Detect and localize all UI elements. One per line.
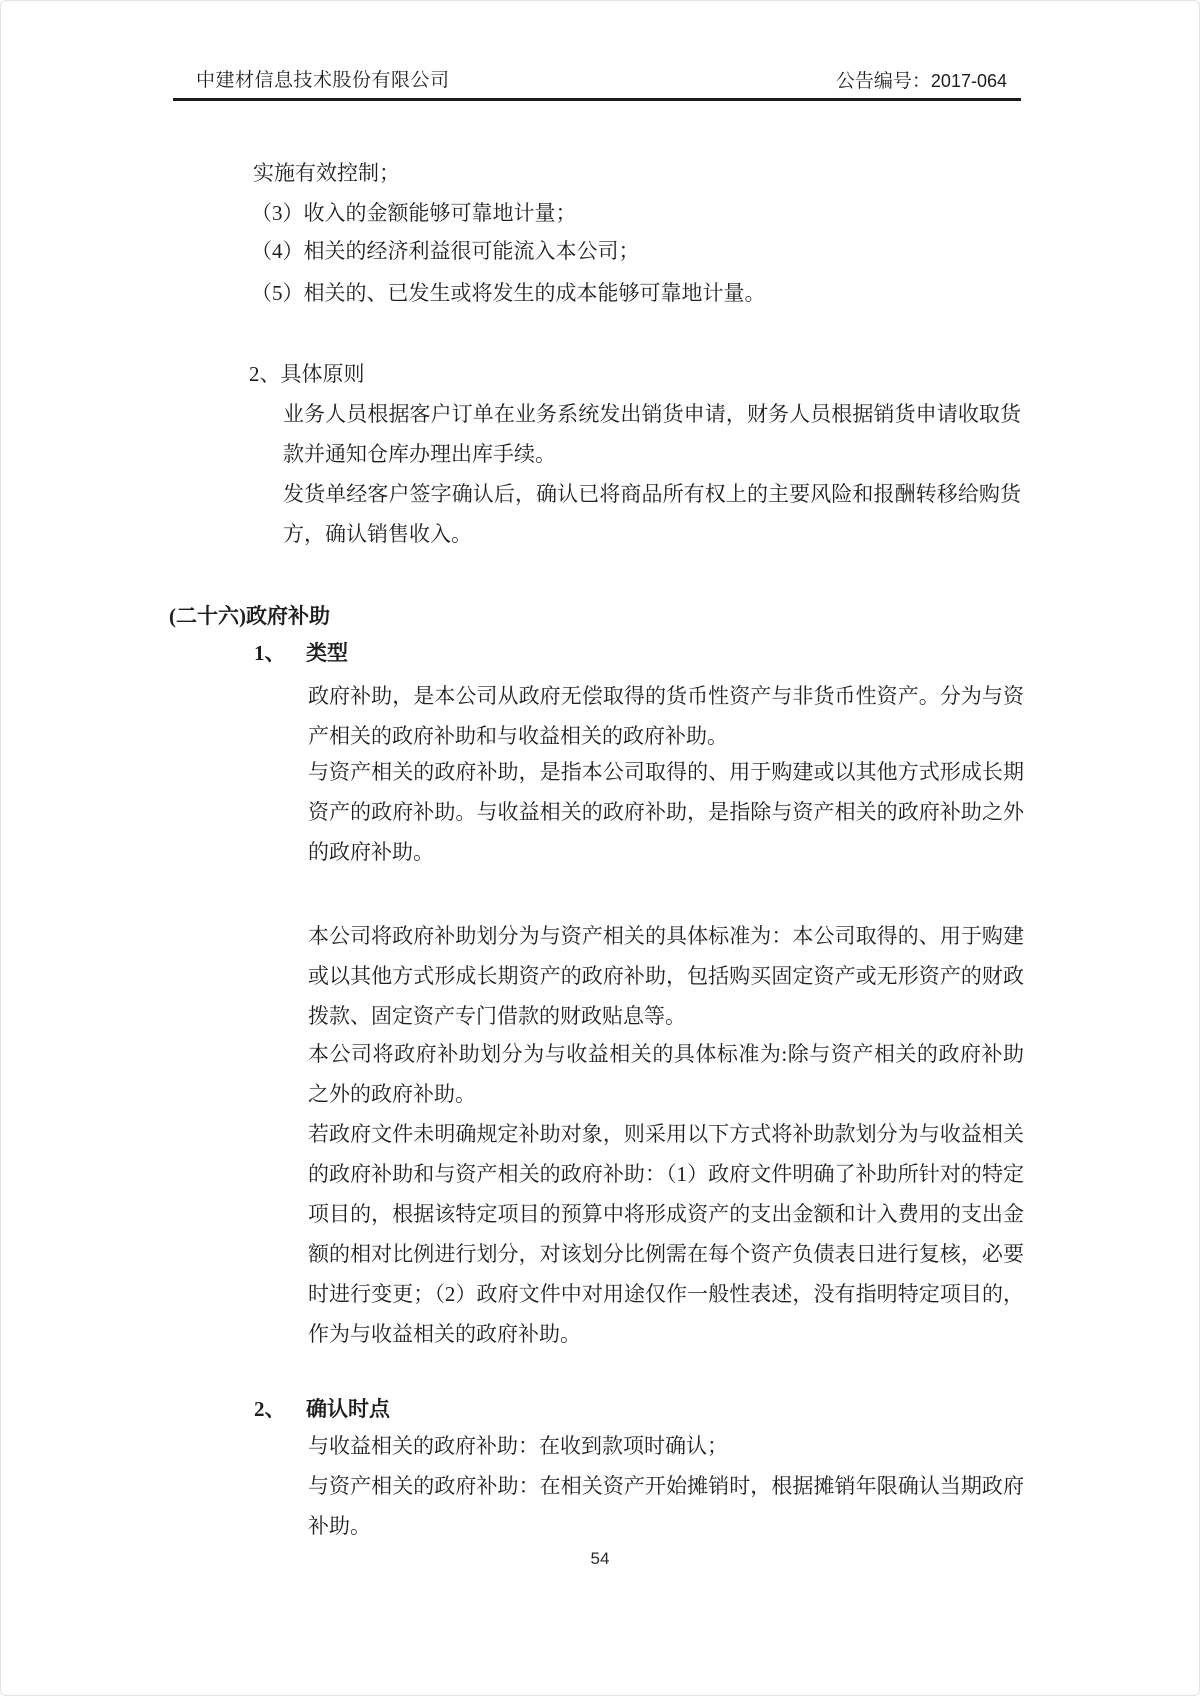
principle-heading: 2、具体原则 bbox=[249, 362, 365, 386]
header-announcement-number bbox=[836, 69, 1007, 94]
type-paragraph: 与资产相关的政府补助，是指本公司取得的、用于购建或以其他方式形成长期资产的政府补助。与收益相关的政府补助，是指除与资产相关的政府补助之外的政府补助。 bbox=[308, 760, 1024, 864]
principle-paragraph: 发货单经客户签字确认后，确认已将商品所有权上的主要风险和报酬转移给购货方，确认销售收入。 bbox=[283, 482, 1021, 546]
subheading-number: 2、 bbox=[254, 1397, 286, 1421]
list-item-5: （5）相关的、已发生或将发生的成本能够可靠地计量。 bbox=[251, 281, 766, 305]
page-number: 54 bbox=[590, 1549, 610, 1568]
header-rule bbox=[173, 98, 1021, 101]
list-item-3: （3）收入的金额能够可靠地计量； bbox=[251, 201, 577, 225]
section-heading-government-subsidy: (二十六)政府补助 bbox=[169, 604, 330, 628]
header-company-name: 中建材信息技术股份有限公司 bbox=[196, 70, 450, 91]
type-paragraph: 政府补助，是本公司从政府无偿取得的货币性资产与非货币性资产。分为与资产相关的政府补助和与收益相关的政府补助。 bbox=[308, 684, 1024, 748]
type-paragraph: 若政府文件未明确规定补助对象，则采用以下方式将补助款划分为与收益相关的政府补助和与资产相关的政府补助：（1）政府文件明确了补助所针对的特定项目的，根据该特定项目的预算中将形成资产的支出金额和计入费用的支出金额的相对比例进行划分，对该划分比例需在每个资产负债表日进行复核，必要时进行变更；（2）政府文件中对用途仅作一般性表述，没有指明特定项目的，作为与收益相关的政府补助。 bbox=[308, 1122, 1024, 1346]
announcement-label: 公告编号： bbox=[835, 71, 931, 92]
type-paragraph: 本公司将政府补助划分为与收益相关的具体标准为:除与资产相关的政府补助之外的政府补助。 bbox=[308, 1042, 1024, 1106]
type-paragraph: 本公司将政府补助划分为与资产相关的具体标准为：本公司取得的、用于购建或以其他方式形成长期资产的政府补助，包括购买固定资产或无形资产的财政拨款、固定资产专门借款的财政贴息等。 bbox=[308, 924, 1024, 1028]
carryover-line: 实施有效控制； bbox=[253, 161, 400, 185]
timing-paragraph: 与资产相关的政府补助：在相关资产开始摊销时，根据摊销年限确认当期政府补助。 bbox=[308, 1474, 1024, 1538]
principle-paragraph: 业务人员根据客户订单在业务系统发出销货申请，财务人员根据销货申请收取货款并通知仓库办理出库手续。 bbox=[283, 402, 1021, 466]
subheading-recognition-timing bbox=[254, 1389, 390, 1429]
list-item-4: （4）相关的经济利益很可能流入本公司； bbox=[251, 239, 640, 263]
subheading-label: 确认时点 bbox=[306, 1397, 390, 1421]
subheading-number: 1、 bbox=[254, 641, 286, 665]
announcement-no-value: 2017-064 bbox=[930, 71, 1007, 91]
subheading-label: 类型 bbox=[306, 641, 348, 665]
subheading-type bbox=[254, 633, 348, 673]
timing-paragraph: 与收益相关的政府补助：在收到款项时确认； bbox=[308, 1434, 728, 1458]
